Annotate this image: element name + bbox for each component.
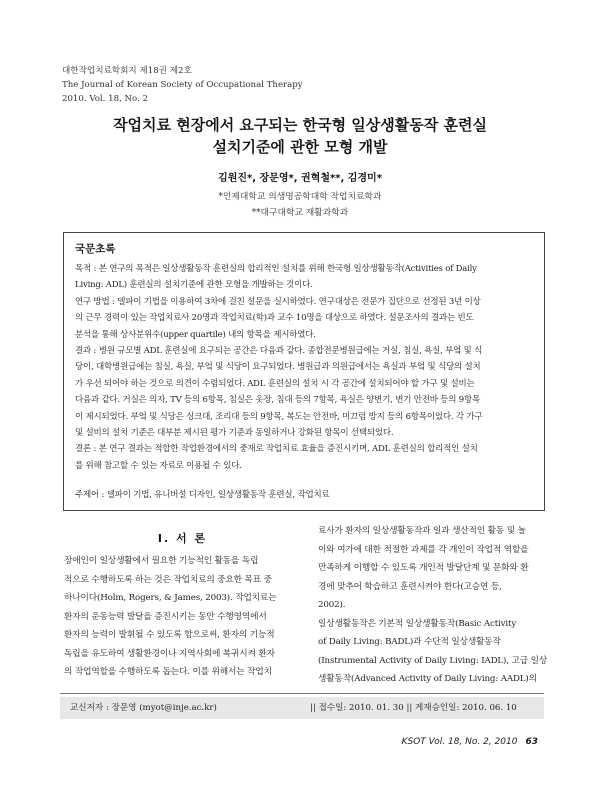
body-line: 독립을 유도하여 생활환경이나 지역사회에 복귀시켜 환자 [64,648,275,659]
affiliation-1: *인제대학교 의생명공학대학 작업치료학과 [218,192,382,202]
body-line: 2002). [318,600,346,610]
abstract-line: 및 설비의 설치 기준은 대부분 제시된 평가 기준과 동일하거나 강화된 항목이 선택되었다. [75,428,394,439]
body-line: 장애인이 일상생활에서 필요한 기능적인 활동을 독립 [64,556,259,566]
body-line: 적으로 수행하도록 하는 것은 작업치료의 중요한 목표 중 [64,574,272,585]
abstract-line: 다음과 같다. 거실은 의자, TV 등의 6항목, 침실은 옷장, 침대 등의 7항목, 욕실은 양변기, 변기 안전바 등의 9항목 [75,395,481,406]
body-line: 경에 맞추어 학습하고 훈련시켜야 한다(고승연 등, [318,581,502,592]
abstract-body [75,261,545,474]
title-line-2: 설치기준에 관한 모형 개발 [212,138,388,156]
page-number: 63 [525,737,538,747]
abstract-line: 목적 : 본 연구의 목적은 일상생활동작 훈련실의 합리적인 설치를 위해 한국형 일상생활동작(Activities of Daily [75,264,477,274]
abstract-line: 를 위해 참고할 수 있는 자료로 이용될 수 있다. [75,460,242,471]
abstract-line: 이 제시되었다. 부엌 및 식당은 싱크대, 조리대 등의 9항목, 복도는 안전바, 미끄럼 방지 등의 6항목이었다. 각 가구 [75,411,483,422]
abstract-line: Living: ADL) 훈련실의 설치기준에 관한 모형을 개발하는 것이다. [75,280,313,291]
abstract-line: 분석을 통해 상사분위수(upper quartile) 내의 항목을 제시하였다. [75,329,316,340]
corresponding-author: 교신저자 : 장문영 (myot@inje.ac.kr) [70,703,217,713]
body-line: 환자의 능력이 발휘될 수 있도록 함으로써, 환자의 기능적 [64,630,275,640]
journal-volume: 2010. Vol. 18, No. 2 [62,94,149,104]
running-footer [402,737,538,747]
submission-dates: || 접수일: 2010. 01. 30 || 게재승인일: 2010. 06. 10 [310,703,517,713]
body-column-right [318,522,548,689]
journal-korean-name: 대한작업치료학회지 제18권 제2호 [62,66,192,76]
journal-header [62,64,303,106]
journal-english-name: The Journal of Korean Society of Occupational Therapy [62,80,303,90]
body-line: 이와 여가에 대한 적절한 과제를 각 개인이 작업적 역할을 [318,544,529,555]
abstract-line: 결과 : 병원 규모별 ADL 훈련실에 요구되는 공간은 다음과 같다. 종합전문병원급에는 거실, 침실, 욕실, 부엌 및 식 [75,346,483,357]
paper-title [0,114,600,158]
body-line: 환자의 운동능력 발달을 증진시키는 동안 수행영역에서 [64,611,267,622]
section-heading: Ⅰ. 서 론 [157,532,208,545]
abstract-line: 결론 : 본 연구 결과는 적합한 작업환경에서의 중재로 작업치료 효율을 증진시키며, ADL 훈련실의 합리적인 설치 [75,444,478,455]
abstract-line: 가 우선 되어야 하는 것으로 의견이 수렴되었다. ADL 훈련실의 설치 시 각 공간에 설치되어야 할 가구 및 설비는 [75,378,475,389]
abstract-line: 당이, 대학병원급에는 침실, 욕실, 부엌 및 식당이 요구되었다. 병원급과 의원급에서는 욕실과 부엌 및 식당의 설치 [75,362,481,373]
keywords: 주제어 : 델파이 기법, 유니버설 디자인, 일상생활동작 훈련실, 작업치료 [75,490,330,500]
author-list: 김원진*, 장문영*, 권혁철**, 김경미* [218,173,382,184]
body-line: 일상생활동작은 기본적 일상생활동작(Basic Activity [318,618,517,629]
abstract-line: 연구 방법 : 델파이 기법을 이용하여 3차에 걸친 설문을 실시하였다. 연구대상은 전문가 집단으로 선정된 3년 이상 [75,296,481,307]
title-line-1: 작업치료 현장에서 요구되는 한국형 일상생활동작 훈련실 [113,116,487,134]
body-column-left [64,552,304,682]
body-line: 만족하게 이행할 수 있도록 개인적 발달단계 및 문화와 환 [318,563,529,573]
body-line: (Instrumental Activity of Daily Living: IADL), 고급 일상 [318,655,548,666]
abstract-line: 의 근무 경력이 있는 작업치료사 20명과 작업치료(학)과 교수 10명을 대상으로 하였다. 설문조사의 결과는 빈도 [75,313,474,324]
footer-divider [60,693,544,694]
body-line: 생활동작(Advanced Activity of Daily Living: AADL)의 [318,674,537,684]
running-journal: KSOT Vol. 18, No. 2, 2010 [401,737,518,747]
affiliation-2: **대구대학교 재활과학과 [251,208,349,218]
body-line: of Daily Living: BADL)과 수단적 일상생활동작 [318,637,501,647]
body-line: 하나이다(Holm, Rogers, & James, 2003). 작업치료는 [64,593,277,603]
abstract-heading: 국문초록 [75,243,116,255]
body-line: 의 작업역할을 수행하도록 돕는다. 이를 위해서는 작업치 [64,667,272,677]
body-line: 료사가 환자의 일상생활동작과 일과 생산적인 활동 및 놀 [318,526,526,536]
